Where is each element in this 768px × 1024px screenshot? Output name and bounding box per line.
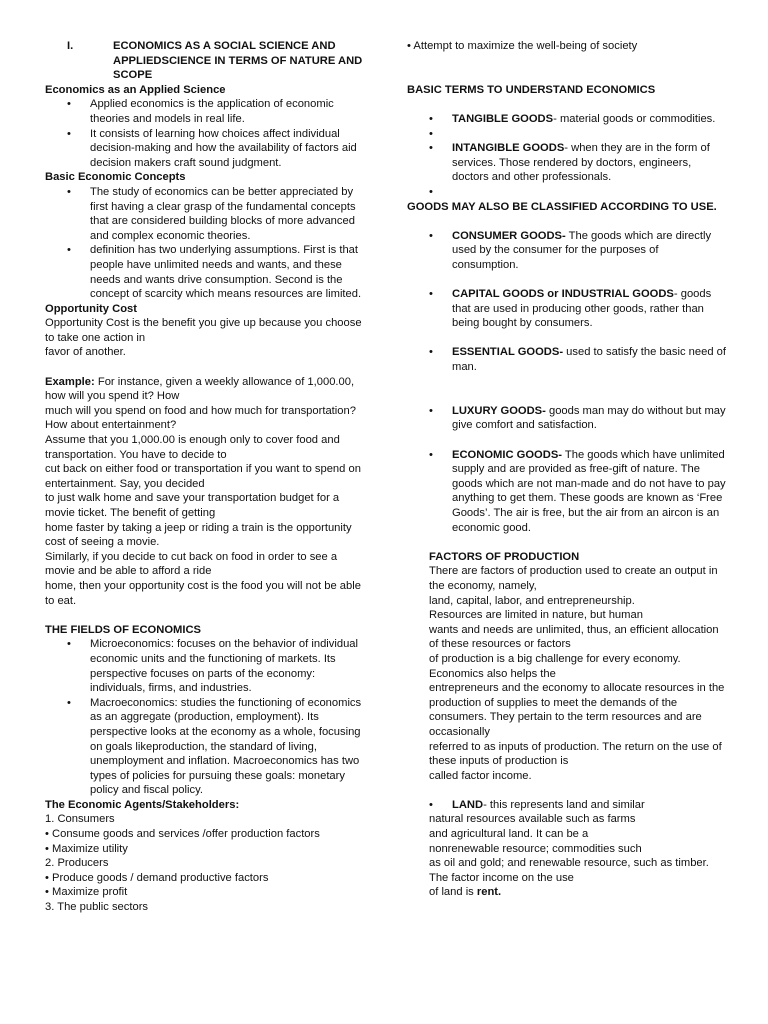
goods-types-list [407,112,727,200]
example-line: to just walk home and save your transportation budget for a movie ticket. The benefit of getting [45,492,340,519]
goods-use-list-4 [407,404,727,433]
left-column [45,39,367,915]
luxury-goods-item [407,404,727,433]
capital-goods-text: - goods that are used in producing other goods, rather than being bought by consumers. [452,288,712,330]
agents-line: 2. Producers [45,857,109,870]
factors-line: entrepreneurs and the economy to allocate resources in the production of supplies to meet the demands of the consumers. They pertain to the term resources and are occasionally [429,682,725,738]
example-line: Assume that you 1,000.00 is enough only to cover food and transportation. You have to decide to [45,434,340,461]
tangible-goods-label: TANGIBLE GOODS [452,112,554,125]
land-line: nonrenewable resource; commodities such [429,842,642,855]
rent-word: rent. [476,886,502,899]
agents-line: • Maximize utility [45,842,128,855]
luxury-goods-text: goods man may do without but may give comfort and satisfaction. [452,404,726,432]
opportunity-cost-title: Opportunity Cost [45,302,137,315]
factors-line: There are factors of production used to create an output in the economy, namely, [429,565,718,592]
opportunity-cost-line: Opportunity Cost is the benefit you give up because you choose to take one action in [45,317,362,344]
list-item: • Microeconomics: focuses on the behavior of individual economic units and the functioning of markets. Its perspective focuses on parts of the economy: individuals, firms, and industries. [45,637,367,695]
heading-title: ECONOMICS AS A SOCIAL SCIENCE AND APPLIEDSCIENCE IN TERMS OF NATURE AND SCOPE [113,40,363,82]
intangible-goods-text: - when they are in the form of services. Those rendered by doctors, engineers, doctors and other professionals. [452,142,710,184]
economic-goods-text: The goods which have unlimited supply and are provided as free-gift of nature. The goods which are not man-made and do not have to pay anything to get them. These goods are known as ‘Free Goods’. The air is free, but the air from an aircon is an economic good. [452,448,726,534]
tangible-goods-text: - material goods or commodities. [553,112,716,125]
tangible-goods-item [407,112,727,127]
goods-use-list-2 [407,287,727,331]
basic-terms-title: BASIC TERMS TO UNDERSTAND ECONOMICS [407,83,656,96]
intangible-goods-label: INTANGIBLE GOODS [452,142,565,155]
example-line: much will you spend on food and how much for transportation? How about entertainment? [45,404,356,432]
land-text: - this represents land and similar [483,798,645,811]
factors-line: called factor income. [429,769,532,782]
list-item: • definition has two underlying assumptions. First is that people have unlimited needs and wants, and these needs and wants drive consumption. Second is the concept of scarcity which means resources are limited. [45,243,367,301]
example-line: Similarly, if you decide to cut back on food in order to see a movie and be able to afford a ride [45,550,338,578]
agents-title: The Economic Agents/Stakeholders: [45,798,240,811]
opportunity-cost-line: favor of another. [45,346,126,359]
fields-list [45,637,367,798]
agents-line: • Maximize profit [45,886,128,899]
example-first-line: For instance, given a weekly allowance of 1,000.00, how will you spend it? How [45,375,355,403]
section-heading [45,39,367,83]
consumer-goods-label: CONSUMER GOODS- [452,229,566,242]
basic-concepts-list [45,185,367,302]
applied-science-title: Economics as an Applied Science [45,83,226,96]
consumer-goods-text: The goods which are directly used by the consumer for the purposes of consumption. [452,229,712,271]
classified-title: GOODS MAY ALSO BE CLASSIFIED ACCORDING TO USE. [407,200,717,213]
example-paragraph [45,375,367,404]
land-last-line [429,885,727,900]
list-item: • It consists of learning how choices affect individual decision-making and how the availability of factors aid decision makers craft sound judgment. [45,127,367,171]
list-item: • Applied economics is the application of economic theories and models in real life. [45,97,367,126]
fields-title: THE FIELDS OF ECONOMICS [45,623,202,636]
land-line: of land is [429,886,477,899]
economic-goods-item [407,448,727,536]
factors-line: of production is a big challenge for every economy. Economics also helps the [429,652,681,680]
capital-goods-item [407,287,727,331]
capital-goods-label: CAPITAL GOODS or INDUSTRIAL GOODS [452,288,674,301]
goods-use-list-5 [407,448,727,536]
land-label: LAND [452,798,484,811]
economic-goods-label: ECONOMIC GOODS- [452,448,563,461]
list-item: • The study of economics can be better appreciated by first having a clear grasp of the fundamental concepts that are considered building blocks of more advanced and complex economic theories. [45,185,367,243]
right-column [407,39,727,900]
land-continuation [407,812,727,900]
example-line: cut back on either food or transportation if you want to spend on entertainment. Say, you decided [45,463,361,490]
heading-number: I. [67,40,74,52]
land-line: and agricultural land. It can be a [429,828,589,841]
essential-goods-text: used to satisfy the basic need of man. [452,346,727,374]
essential-goods-item [407,345,727,374]
agents-line: 1. Consumers [45,813,115,826]
consumer-goods-item [407,229,727,273]
essential-goods-label: ESSENTIAL GOODS- [452,346,564,359]
agents-line: 3. The public sectors [45,901,149,914]
land-line: as oil and gold; and renewable resource, such as timber. The factor income on the use [429,857,709,884]
list-item: • Macroeconomics: studies the functioning of economics as an aggregate (production, employment). Its perspective looks at the economy as a whole, focusing on goals likeproduction, the standard of living, unemployment and inflation. Macroeconomics has two types of policies for pursuing these goals: monetary policy and fiscal policy. [45,696,367,798]
agents-line: • Consume goods and services /offer production factors [45,828,320,841]
example-line: home faster by taking a jeep or riding a train is the opportunity cost of seeing a movie. [45,521,352,549]
factors-title: FACTORS OF PRODUCTION [429,550,580,563]
applied-science-list [45,97,367,170]
agents-line: • Produce goods / demand productive factors [45,871,269,884]
land-item [407,798,727,813]
public-sector-goal: • Attempt to maximize the well-being of society [407,40,638,52]
goods-use-list-3 [407,345,727,374]
factors-line: Resources are limited in nature, but human [429,609,643,622]
factors-line: land, capital, labor, and entrepreneurship. [429,594,635,607]
intangible-goods-item [407,141,727,185]
basic-concepts-title: Basic Economic Concepts [45,171,186,184]
land-line: natural resources available such as farms [429,813,636,826]
factors-line: referred to as inputs of production. The return on the use of these inputs of production is [429,740,722,768]
example-line: home, then your opportunity cost is the food you will not be able to eat. [45,579,361,607]
luxury-goods-label: LUXURY GOODS- [452,404,546,417]
empty-bullet-item [407,185,727,200]
goods-use-list [407,229,727,273]
factors-section [407,550,727,784]
spacer [407,127,727,142]
example-label: Example: [45,375,95,388]
factors-line: wants and needs are unlimited, thus, an efficient allocation of these resources or factors [429,623,719,651]
land-list [407,798,727,813]
